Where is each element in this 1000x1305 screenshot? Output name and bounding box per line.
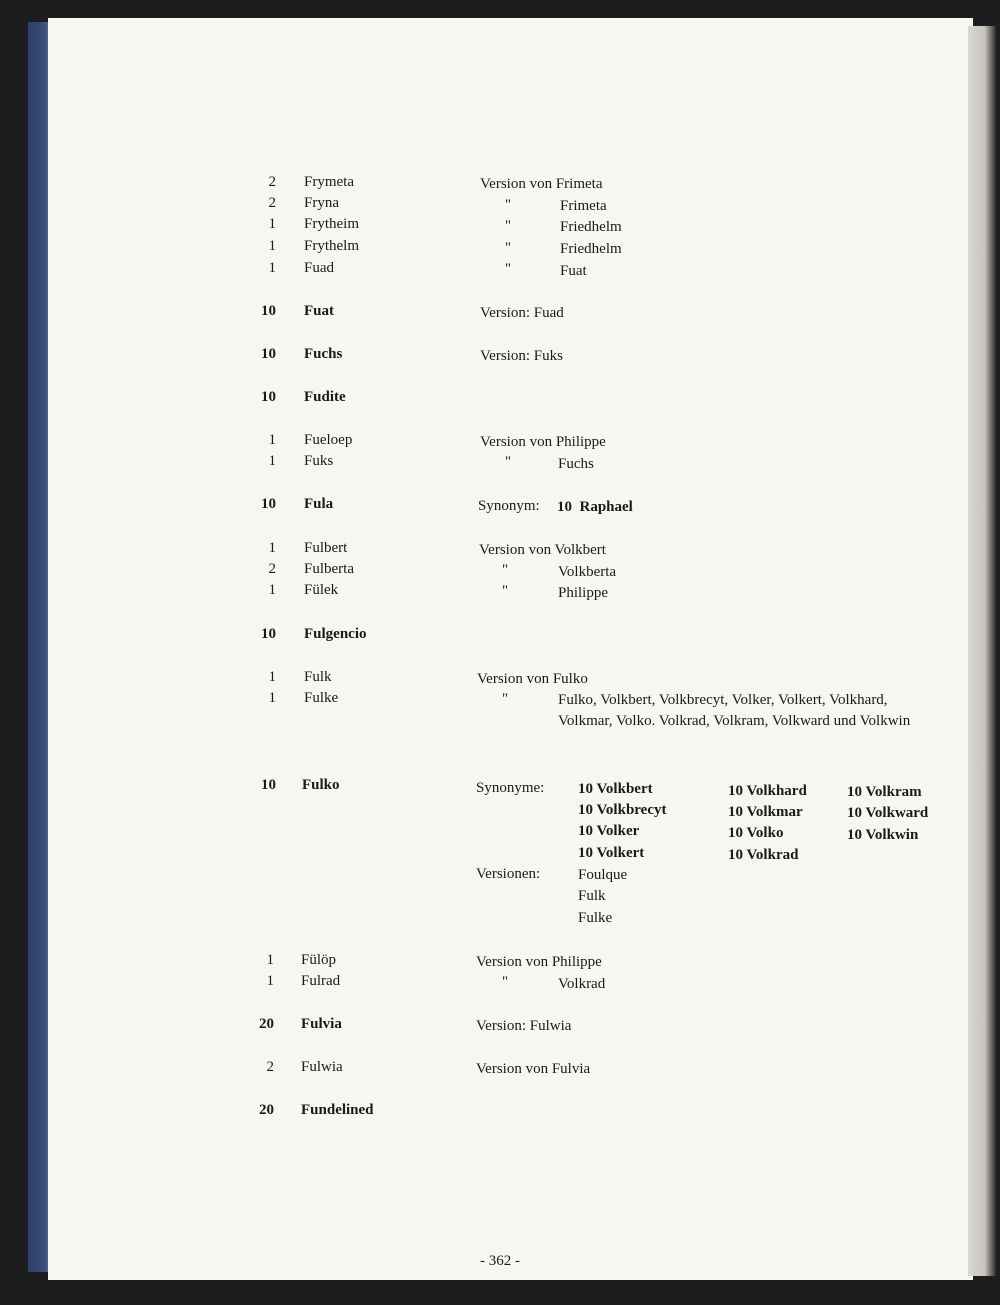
entry-description: Friedhelm	[560, 241, 622, 257]
entry-name: Fuks	[304, 453, 334, 469]
ditto-mark: "	[502, 691, 509, 707]
synonym-item: 10 Volkhard	[728, 783, 807, 799]
synonym-item: 10 Volkwin	[847, 827, 919, 843]
entry-number: 2	[266, 1059, 274, 1075]
entry-name: Fula	[304, 496, 334, 512]
entry-name: Fuat	[304, 303, 334, 319]
entry-number: 2	[268, 174, 276, 190]
entry-number: 1	[266, 973, 274, 989]
entry-name: Fryna	[304, 195, 339, 211]
synonym-item: 10 Volkbert	[578, 781, 653, 797]
entry-number: 1	[268, 238, 276, 254]
entry-description: Version von Philippe	[480, 434, 606, 450]
versionen-label: Versionen:	[476, 866, 541, 882]
entry-number: 1	[268, 216, 276, 232]
entry-description: Version: Fuks	[480, 348, 563, 364]
entry-number: 1	[268, 260, 276, 276]
entry-name: Fulberta	[304, 561, 354, 577]
page-stack-edge	[968, 26, 996, 1276]
ditto-mark: "	[505, 261, 512, 277]
entry-number: 1	[268, 582, 276, 598]
page-number: - 362 -	[480, 1253, 520, 1269]
entry-name: Frytheim	[304, 216, 359, 232]
version-item: Fulk	[578, 888, 606, 904]
entry-description: Version: Fulwia	[476, 1018, 572, 1034]
ditto-mark: "	[505, 218, 512, 234]
entry-description: Version von Philippe	[476, 954, 602, 970]
entry-name: Fulvia	[301, 1016, 342, 1032]
synonym-label: Synonym:	[478, 498, 540, 514]
entry-description: Version von Fulvia	[476, 1061, 591, 1077]
entry-number: 1	[268, 540, 276, 556]
entry-name: Frymeta	[304, 174, 354, 190]
entry-name: Frythelm	[304, 238, 359, 254]
entry-number: 2	[268, 195, 276, 211]
version-item: Foulque	[578, 867, 628, 883]
entry-number: 10	[261, 389, 276, 405]
entry-number: 1	[268, 690, 276, 706]
entry-name: Fuad	[304, 260, 334, 276]
entry-description: Version: Fuad	[480, 305, 564, 321]
entry-number: 1	[268, 669, 276, 685]
entry-name: Fueloep	[304, 432, 353, 448]
entry-name: Fülöp	[301, 952, 337, 968]
entry-number: 10	[261, 626, 276, 642]
entry-name: Fulrad	[301, 973, 341, 989]
synonym-item: 10 Volker	[578, 823, 640, 839]
entry-number: 10	[261, 496, 276, 512]
entry-number: 2	[268, 561, 276, 577]
synonym-item: 10 Volkram	[847, 784, 922, 800]
entry-name: Fuchs	[304, 346, 343, 362]
entry-description: Friedhelm	[560, 219, 622, 235]
entry-number: 1	[268, 432, 276, 448]
entry-name: Fudite	[304, 389, 346, 405]
entry-description: Version von Fulko	[477, 671, 588, 687]
entry-description: Frimeta	[560, 198, 607, 214]
entry-name: Fülek	[304, 582, 339, 598]
entry-number: 20	[259, 1102, 274, 1118]
ditto-mark: "	[505, 454, 512, 470]
synonym-item: 10 Volkward	[847, 805, 929, 821]
entry-name: Fulgencio	[304, 626, 367, 642]
synonym-item: 10 Volkbrecyt	[578, 802, 667, 818]
version-item: Fulke	[578, 910, 613, 926]
entry-number: 10	[261, 777, 276, 793]
entry-number: 10	[261, 303, 276, 319]
entry-name: Fulke	[304, 690, 339, 706]
entry-description: Volkrad	[558, 976, 606, 992]
entry-description: Fulko, Volkbert, Volkbrecyt, Volker, Volkert, Volkhard, Volkmar, Volko. Volkrad, Volkram, Volkward und Volkwin	[558, 692, 911, 729]
entry-name: Fulko	[302, 777, 340, 793]
entry-description: Fuat	[560, 263, 587, 279]
entry-name: Fulwia	[301, 1059, 343, 1075]
ditto-mark: "	[505, 240, 512, 256]
ditto-mark: "	[502, 974, 509, 990]
entry-description: Fuchs	[558, 456, 594, 472]
synonym-item: 10 Volkrad	[728, 847, 799, 863]
entry-description: Philippe	[558, 585, 609, 601]
synonym-item: 10 Volkert	[578, 845, 645, 861]
entry-description: Volkberta	[558, 564, 617, 580]
ditto-mark: "	[502, 562, 509, 578]
entry-name: Fulk	[304, 669, 332, 685]
ditto-mark: "	[502, 583, 509, 599]
synonym-value: 10 Raphael	[557, 499, 633, 515]
synonyme-label: Synonyme:	[476, 780, 545, 796]
synonym-item: 10 Volko	[728, 825, 784, 841]
entry-number: 10	[261, 346, 276, 362]
ditto-mark: "	[505, 197, 512, 213]
entry-number: 1	[268, 453, 276, 469]
entry-name: Fulbert	[304, 540, 348, 556]
entry-number: 1	[266, 952, 274, 968]
entry-description: Version von Volkbert	[479, 542, 606, 558]
synonym-item: 10 Volkmar	[728, 804, 803, 820]
entry-number: 20	[259, 1016, 274, 1032]
entry-name: Fundelined	[301, 1102, 374, 1118]
entry-description: Version von Frimeta	[480, 176, 603, 192]
